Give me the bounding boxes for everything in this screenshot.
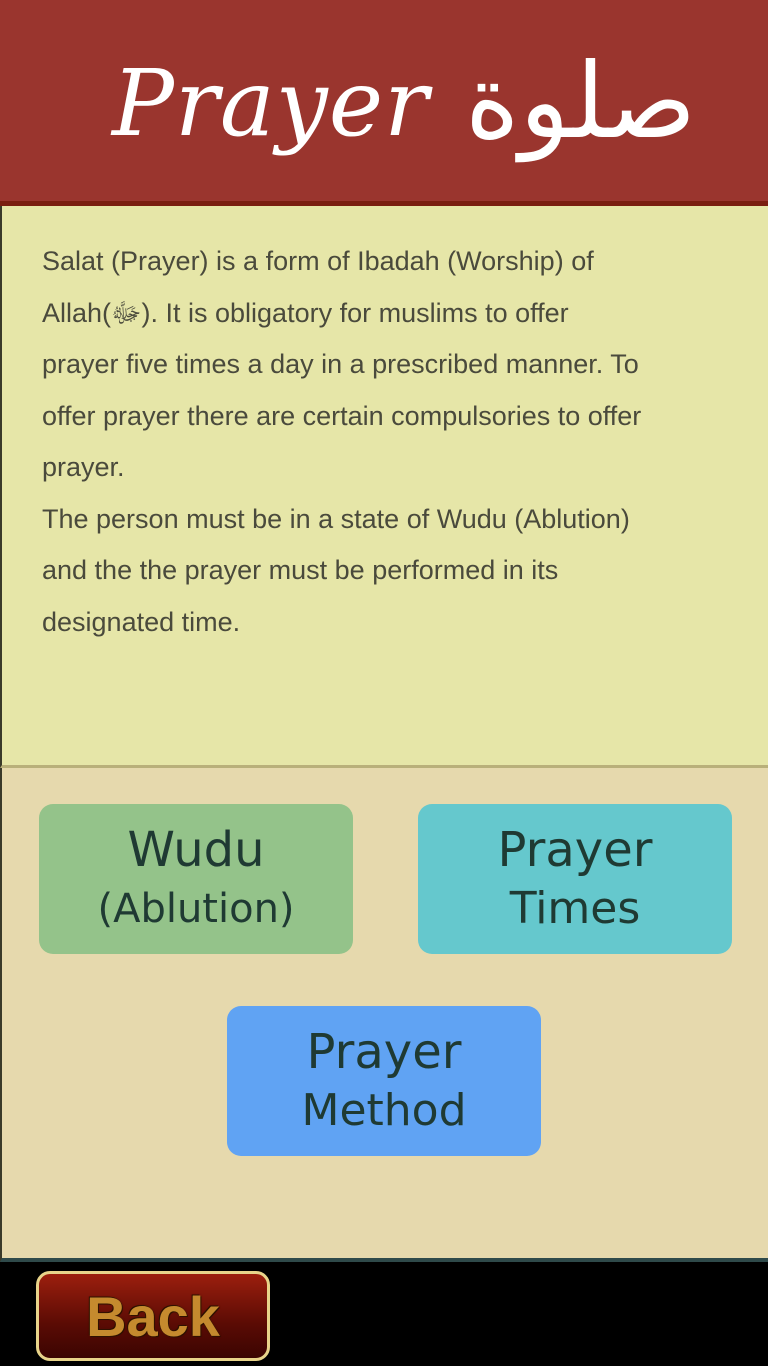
description-panel (0, 206, 768, 768)
back-button-label: Back (86, 1284, 220, 1348)
description-line: designated time. (42, 606, 241, 637)
description-text (42, 236, 732, 648)
description-line: prayer. (42, 452, 125, 482)
description-line: The person must be in a state of Wudu (Ablution) (42, 503, 630, 534)
description-line: prayer five times a day in a prescribed manner. To (42, 349, 639, 379)
prayer-method-button[interactable] (227, 1006, 541, 1156)
prayer-method-label-line2: Method (301, 1085, 467, 1136)
description-line: and the the prayer must be performed in its (42, 555, 559, 585)
page-title-arabic: صلوة (465, 40, 696, 162)
header-bar (0, 0, 768, 206)
wudu-button[interactable] (39, 804, 353, 954)
wudu-button-label: Wudu (127, 822, 265, 878)
description-line: offer prayer there are certain compulsories to offer (42, 400, 642, 431)
prayer-method-label-line1: Prayer (306, 1024, 462, 1080)
menu-panel (0, 768, 768, 1262)
prayer-times-label-line1: Prayer (497, 822, 653, 878)
prayer-times-button[interactable] (418, 804, 732, 954)
prayer-times-label-line2: Times (509, 883, 641, 934)
back-button[interactable] (36, 1271, 270, 1361)
footer-bar (0, 1262, 768, 1366)
description-line: Allah(ﷻ). It is obligatory for muslims to offer (42, 297, 569, 328)
page-title: Prayer (112, 50, 430, 157)
description-line: Salat (Prayer) is a form of Ibadah (Worship) of (42, 246, 594, 276)
wudu-button-sublabel: (Ablution) (97, 886, 295, 932)
